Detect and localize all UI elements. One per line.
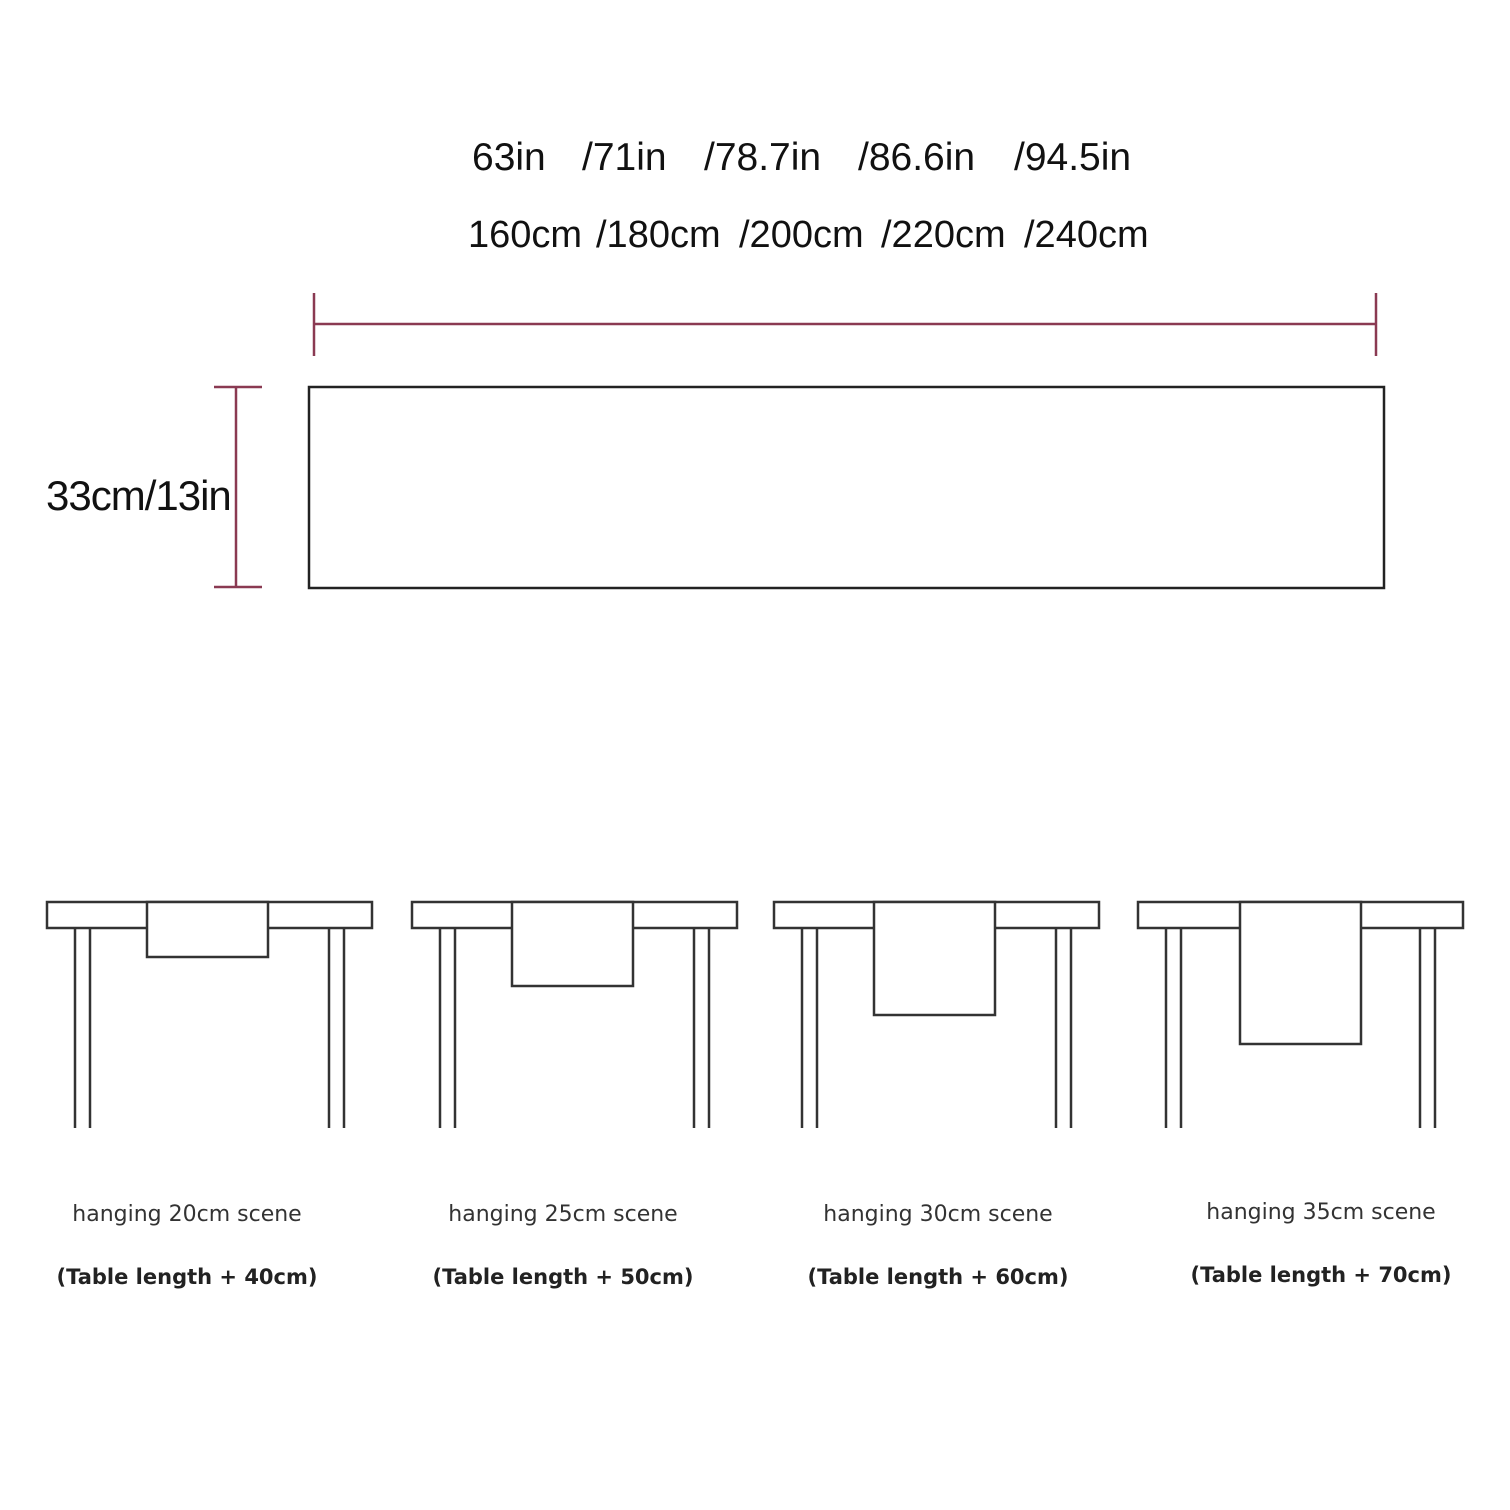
table-scene-2 xyxy=(412,902,737,1128)
length-inch-2: /71in xyxy=(582,136,667,179)
table-scene-1 xyxy=(47,902,372,1128)
length-inch-1: 63in xyxy=(472,136,546,179)
table-runner-drop xyxy=(1240,902,1361,1044)
scene-3-caption: hanging 30cm scene xyxy=(823,1202,1053,1227)
scene-4-caption: hanging 35cm scene xyxy=(1206,1200,1436,1225)
table-scenes xyxy=(47,902,1463,1128)
length-inch-5: /94.5in xyxy=(1014,136,1132,179)
length-inch-4: /86.6in xyxy=(858,136,976,179)
length-cm-4: /220cm xyxy=(881,214,1006,256)
scene-1-caption: hanging 20cm scene xyxy=(72,1202,302,1227)
table-runner-drop xyxy=(147,902,268,957)
length-cm-2: /180cm xyxy=(596,214,721,256)
scene-1-formula: (Table length + 40cm) xyxy=(56,1265,318,1289)
length-cm-5: /240cm xyxy=(1024,214,1149,256)
length-cm-3: /200cm xyxy=(739,214,864,256)
length-cm-1: 160cm xyxy=(468,214,583,256)
scene-4-formula: (Table length + 70cm) xyxy=(1190,1263,1452,1287)
scene-2-caption: hanging 25cm scene xyxy=(448,1202,678,1227)
table-scene-4 xyxy=(1138,902,1463,1128)
scene-3-formula: (Table length + 60cm) xyxy=(807,1265,1069,1289)
runner-outline xyxy=(309,387,1384,588)
table-runner-drop xyxy=(874,902,995,1015)
table-scene-3 xyxy=(774,902,1099,1128)
width-label: 33cm/13in xyxy=(46,472,231,519)
scene-2-formula: (Table length + 50cm) xyxy=(432,1265,694,1289)
table-runner-drop xyxy=(512,902,633,986)
length-dimension-line xyxy=(314,293,1376,356)
length-inch-3: /78.7in xyxy=(704,136,822,179)
